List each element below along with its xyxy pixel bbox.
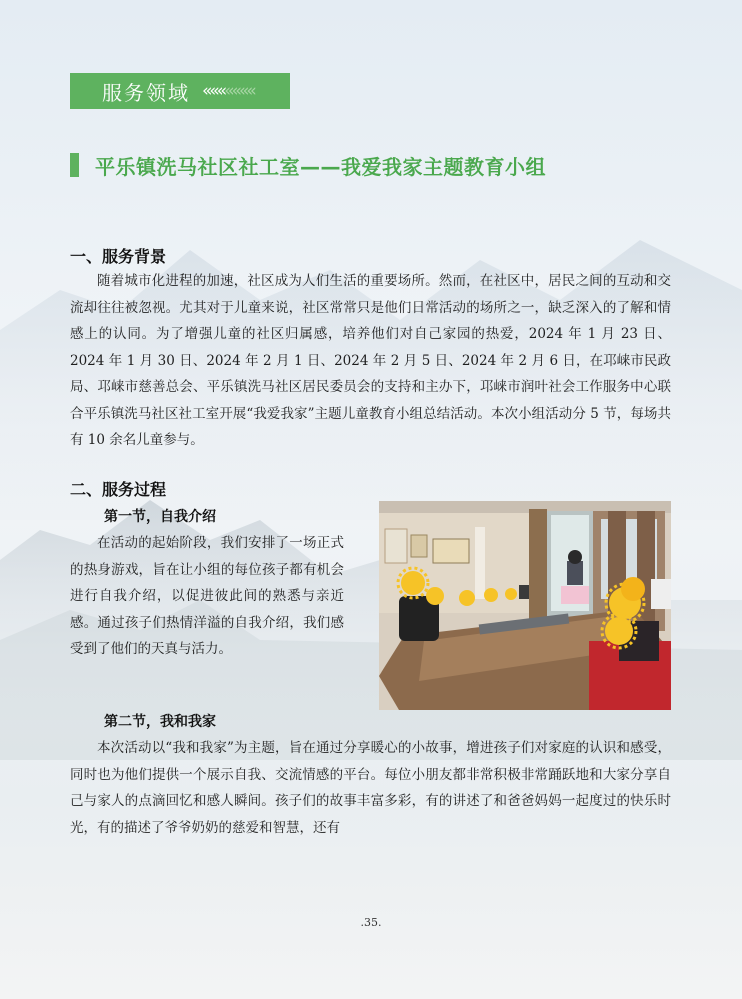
- page-title-text: 平乐镇洗马社区社工室——我爱我家主题教育小组: [95, 154, 546, 179]
- paragraph-session-1: 在活动的起始阶段，我们安排了一场正式的热身游戏，旨在让小组的每位孩子都有机会进行自我介绍，以促进彼此间的熟悉与亲近感。通过孩子们热情洋溢的自我介绍，我们感受到了他们的天真与活力。: [70, 535, 344, 657]
- paragraph-background: 随着城市化进程的加速，社区成为人们生活的重要场所。然而，在社区中，居民之间的互动和交流却往往被忽视。尤其对于儿童来说，社区常常只是他们日常活动的场所之一，缺乏深入的了解和情感上的认同。为了增强儿童的社区归属感，培养他们对自己家园的热爱，2024 年 1 月 23 日、2024 年 1 月 30 日、2024 年 2 月 1 日、2024 年 2 月 5 日、2024 年 2 月 6 日，在邛崃市民政局、邛崃市慈善总会、平乐镇洗马社区居民委员会的支持和主办下，邛崃市润叶社会工作服务中心联合平乐镇洗马社区社工室开展“我爱我家”主题儿童教育小组总结活动。本次小组活动分 5 节，每场共有 10 余名儿童参与。: [70, 273, 671, 448]
- page-title: [70, 150, 546, 180]
- section-tag: [70, 73, 290, 109]
- title-bar-marker: [70, 153, 79, 177]
- subsection-heading-1: 第一节，自我介绍: [104, 509, 216, 525]
- section-heading-background: 一、服务背景: [70, 247, 167, 266]
- activity-photo: [379, 501, 671, 710]
- section-tag-label: 服务领域: [102, 80, 190, 105]
- section-heading-process: 二、服务过程: [70, 480, 167, 499]
- page-number: .35.: [360, 916, 382, 929]
- subsection-heading-2: 第二节，我和我家: [104, 714, 216, 730]
- chevron-decoration-icon: «««««««: [202, 81, 254, 101]
- paragraph-session-2: 本次活动以“我和我家”为主题，旨在通过分享暖心的小故事，增进孩子们对家庭的认识和感受，同时也为他们提供一个展示自我、交流情感的平台。每位小朋友都非常积极非常踊跃地和大家分享自己与家人的点滴回忆和感人瞬间。孩子们的故事丰富多彩，有的讲述了和爸爸妈妈一起度过的快乐时光，有的描述了爷爷奶奶的慈爱和智慧，还有: [70, 740, 671, 836]
